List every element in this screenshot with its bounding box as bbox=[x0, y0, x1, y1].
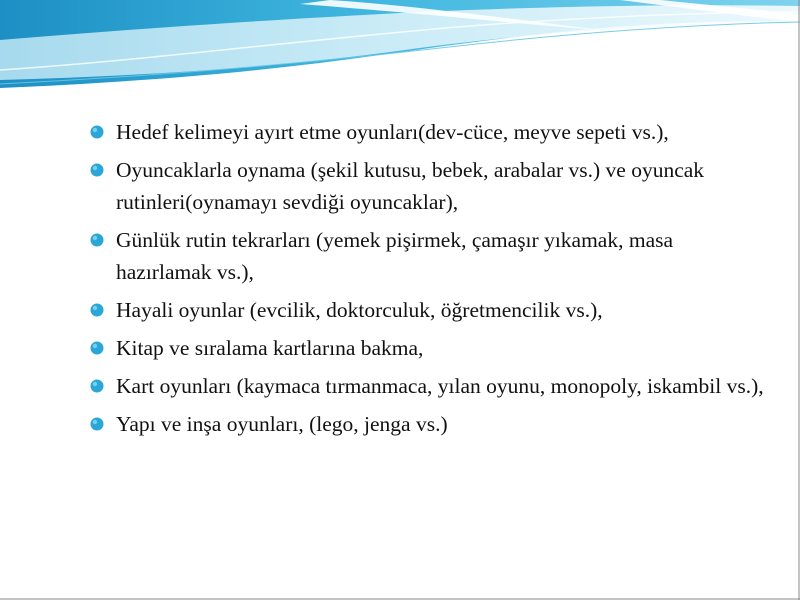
list-item-text: Günlük rutin tekrarları (yemek pişirmek, çamaşır yıkamak, masa hazırlamak vs.), bbox=[116, 228, 674, 284]
list-item bbox=[88, 370, 768, 402]
list-item-text: Hedef kelimeyi ayırt etme oyunları(dev-cüce, meyve sepeti vs.), bbox=[116, 120, 669, 144]
list-item-text: Yapı ve inşa oyunları, (lego, jenga vs.) bbox=[116, 412, 448, 436]
teal-dot-icon bbox=[90, 233, 104, 247]
teal-dot-icon bbox=[90, 341, 104, 355]
list-item-text: Kitap ve sıralama kartlarına bakma, bbox=[116, 336, 424, 360]
teal-dot-icon bbox=[90, 303, 104, 317]
list-item bbox=[88, 224, 768, 288]
header-wave-decoration bbox=[0, 0, 800, 100]
teal-dot-icon bbox=[90, 163, 104, 177]
list-item bbox=[88, 116, 768, 148]
list-item-text: Oyuncaklarla oynama (şekil kutusu, bebek, arabalar vs.) ve oyuncak rutinleri(oynamayı sevdiği oyuncaklar), bbox=[116, 158, 705, 214]
list-item bbox=[88, 332, 768, 364]
bullet-list bbox=[88, 116, 768, 446]
list-item bbox=[88, 154, 768, 218]
teal-dot-icon bbox=[90, 125, 104, 139]
list-item bbox=[88, 408, 768, 440]
teal-dot-icon bbox=[90, 417, 104, 431]
list-item-text: Kart oyunları (kaymaca tırmanmaca, yılan oyunu, monopoly, iskambil vs.), bbox=[116, 374, 764, 398]
list-item bbox=[88, 294, 768, 326]
teal-dot-icon bbox=[90, 379, 104, 393]
list-item-text: Hayali oyunlar (evcilik, doktorculuk, öğretmencilik vs.), bbox=[116, 298, 603, 322]
